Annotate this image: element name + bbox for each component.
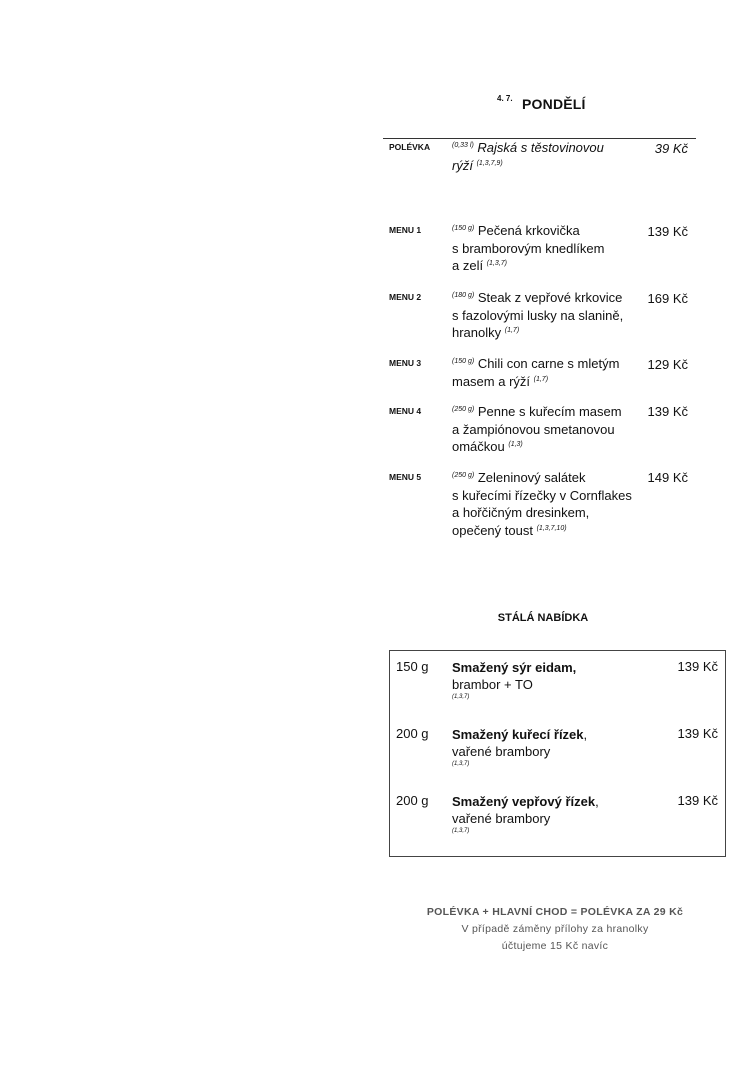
menu-line: masem a rýží [452, 373, 531, 389]
menu-allergens: (1,7) [504, 327, 520, 334]
menu-line: a hořčičným dresinkem, [452, 505, 590, 520]
menu-line: omáčkou [452, 439, 505, 454]
menu-portion: (250 g) [452, 472, 475, 479]
menu-line: Chili con carne s mletým [477, 356, 620, 371]
menu-portion: (150 g) [452, 358, 475, 365]
standing-title: STÁLÁ NABÍDKA [497, 612, 589, 624]
menu-label: MENU 1 [389, 225, 422, 235]
menu-allergens: (1,3) [508, 441, 523, 448]
menu-dish [452, 403, 642, 456]
menu-label: MENU 3 [389, 358, 422, 368]
standing-name-rest: , [583, 727, 588, 742]
standing-price: 139 Kč [677, 793, 718, 808]
standing-price: 139 Kč [677, 726, 718, 741]
footer-combo-offer: POLÉVKA + HLAVNÍ CHOD = POLÉVKA ZA 29 Kč [426, 906, 684, 918]
standing-name: Smažený kuřecí řízek [452, 727, 584, 742]
standing-dish [452, 726, 652, 768]
menu-line: opečený toust [452, 522, 533, 538]
standing-side: vařené brambory [452, 811, 551, 826]
standing-allergens: (1,3,7) [452, 694, 470, 700]
menu-line: Pečená krkovička [477, 223, 580, 238]
standing-dish [452, 659, 652, 701]
standing-allergens: (1,3,7) [452, 828, 470, 834]
menu-price: 149 Kč [647, 470, 688, 485]
menu-dish [452, 222, 642, 275]
standing-name: Smažený vepřový řízek [452, 794, 596, 809]
menu-line: s kuřecími řízečky v Cornflakes [452, 487, 632, 503]
soup-name-line1: Rajská s těstovinovou [477, 140, 604, 155]
menu-line: a žampiónovou smetanovou [452, 421, 615, 437]
standing-allergens: (1,3,7) [452, 761, 470, 767]
menu-allergens: (1,7) [533, 375, 549, 383]
footer-note-line1: V případě záměny přílohy za hranolky [461, 923, 649, 935]
standing-dish [452, 793, 652, 835]
soup-label: POLÉVKA [389, 142, 431, 152]
menu-price: 139 Kč [647, 224, 688, 239]
soup-portion: (0,33 l) [452, 142, 474, 149]
menu-dish [452, 469, 642, 539]
standing-side: brambor + TO [452, 677, 533, 692]
menu-line: hranolky [452, 325, 502, 340]
menu-price: 139 Kč [647, 404, 688, 419]
menu-allergens: (1,3,7,10) [536, 524, 567, 532]
menu-portion: (180 g) [452, 292, 475, 299]
menu-date: 4. 7. [497, 94, 513, 103]
standing-side: vařené brambory [452, 744, 551, 759]
soup-price: 39 Kč [654, 141, 688, 156]
standing-weight: 150 g [396, 659, 429, 674]
footer-note-line2: účtujeme 15 Kč navíc [501, 940, 609, 952]
menu-allergens: (1,3,7) [486, 260, 507, 267]
menu-price: 129 Kč [647, 357, 688, 372]
menu-dish [452, 355, 642, 390]
menu-portion: (150 g) [452, 225, 475, 232]
menu-label: MENU 4 [389, 406, 422, 416]
menu-dish [452, 289, 642, 342]
menu-line: Steak z vepřové krkovice [477, 290, 623, 305]
standing-weight: 200 g [396, 793, 429, 808]
menu-day: PONDĚLÍ [522, 96, 586, 112]
soup-dish [452, 139, 642, 174]
menu-label: MENU 5 [389, 472, 422, 482]
menu-portion: (250 g) [452, 406, 475, 413]
standing-name: Smažený sýr eidam, [452, 660, 577, 675]
standing-name-rest: , [595, 794, 599, 809]
soup-allergens: (1,3,7,9) [476, 159, 503, 167]
menu-line: s bramborovým knedlíkem [452, 240, 605, 256]
standing-weight: 200 g [396, 726, 429, 741]
menu-label: MENU 2 [389, 292, 422, 302]
menu-line: Zeleninový salátek [477, 470, 586, 485]
menu-price: 169 Kč [647, 291, 688, 306]
menu-line: a zelí [452, 258, 484, 273]
standing-price: 139 Kč [677, 659, 718, 674]
menu-line: Penne s kuřecím masem [477, 404, 622, 419]
soup-name-line2: rýží [452, 157, 473, 173]
menu-line: s fazolovými lusky na slanině, [452, 307, 624, 323]
